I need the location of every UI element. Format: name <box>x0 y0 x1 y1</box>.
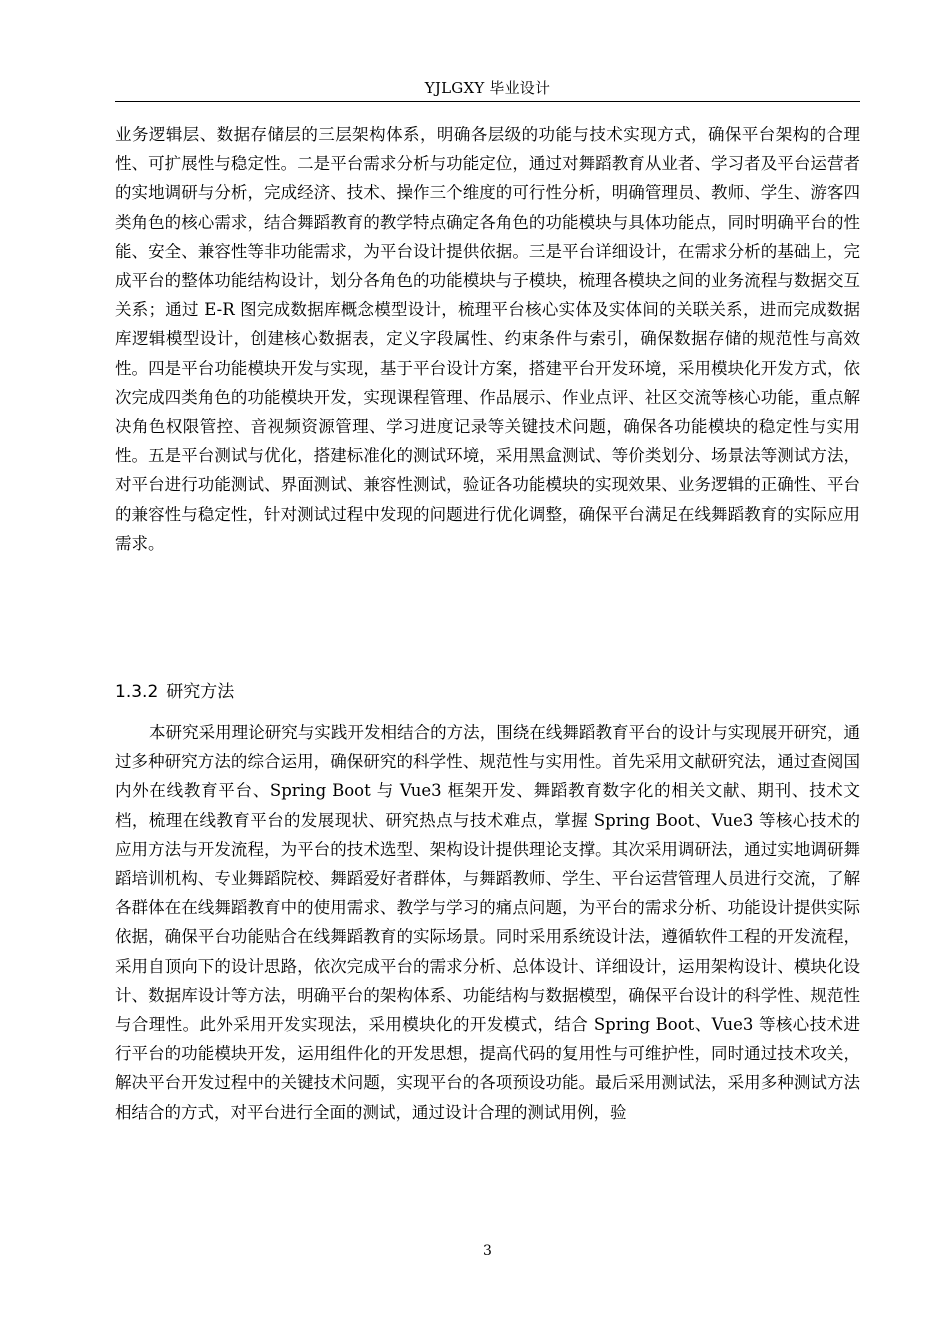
section-number: 1.3.2 <box>115 682 159 702</box>
page-header: YJLGXY 毕业设计 <box>424 79 551 97</box>
body-paragraph-1: 业务逻辑层、数据存储层的三层架构体系，明确各层级的功能与技术实现方式，确保平台架构的合理性、可扩展性与稳定性。二是平台需求分析与功能定位，通过对舞蹈教育从业者、学习者及平台运营者的实地调研与分析，完成经济、技术、操作三个维度的可行性分析，明确管理员、教师、学生、游客四类角色的核心需求，结合舞蹈教育的教学特点确定各角色的功能模块与具体功能点，同时明确平台的性能、安全、兼容性等非功能需求，为平台设计提供依据。三是平台详细设计，在需求分析的基础上，完成平台的整体功能结构设计，划分各角色的功能模块与子模块，梳理各模块之间的业务流程与数据交互关系；通过 E-R 图完成数据库概念模型设计，梳理平台核心实体及实体间的关联关系，进而完成数据库逻辑模型设计，创建核心数据表，定义字段属性、约束条件与索引，确保数据存储的规范性与高效性。四是平台功能模块开发与实现，基于平台设计方案，搭建平台开发环境，采用模块化开发方式，依次完成四类角色的功能模块开发，实现课程管理、作品展示、作业点评、社区交流等核心功能，重点解决角色权限管控、音视频资源管理、学习进度记录等关键技术问题，确保各功能模块的稳定性与实用性。五是平台测试与优化，搭建标准化的测试环境，采用黑盒测试、等价类划分、场景法等测试方法，对平台进行功能测试、界面测试、兼容性测试，验证各功能模块的实现效果、业务逻辑的正确性、平台的兼容性与稳定性，针对测试过程中发现的问题进行优化调整，确保平台满足在线舞蹈教育的实际应用需求。 <box>115 125 860 553</box>
section-title: 研究方法 <box>166 682 235 702</box>
header-rule <box>115 101 860 102</box>
page-number: 3 <box>483 1243 492 1259</box>
body-paragraph-2: 本研究采用理论研究与实践开发相结合的方法，围绕在线舞蹈教育平台的设计与实现展开研究，通过多种研究方法的综合运用，确保研究的科学性、规范性与实用性。首先采用文献研究法，通过查阅国内外在线教育平台、Spring Boot 与 Vue3 框架开发、舞蹈教育数字化的相关文献、期刊、技术文档，梳理在线教育平台的发展现状、研究热点与技术难点，掌握 Spring Boot、Vue3 等核心技术的应用方法与开发流程，为平台的技术选型、架构设计提供理论支撑。其次采用调研法，通过实地调研舞蹈培训机构、专业舞蹈院校、舞蹈爱好者群体，与舞蹈教师、学生、平台运营管理人员进行交流，了解各群体在在线舞蹈教育中的使用需求、教学与学习的痛点问题，为平台的需求分析、功能设计提供实际依据，确保平台功能贴合在线舞蹈教育的实际场景。同时采用系统设计法，遵循软件工程的开发流程，采用自顶向下的设计思路，依次完成平台的需求分析、总体设计、详细设计，运用架构设计、模块化设计、数据库设计等方法，明确平台的架构体系、功能结构与数据模型，确保平台设计的科学性、规范性与合理性。此外采用开发实现法，采用模块化的开发模式，结合 Spring Boot、Vue3 等核心技术进行平台的功能模块开发，运用组件化的开发思想，提高代码的复用性与可维护性，同时通过技术攻关，解决平台开发过程中的关键技术问题，实现平台的各项预设功能。最后采用测试法，采用多种测试方法相结合的方式，对平台进行全面的测试，通过设计合理的测试用例，验 <box>115 723 860 1122</box>
section-heading <box>115 678 234 706</box>
